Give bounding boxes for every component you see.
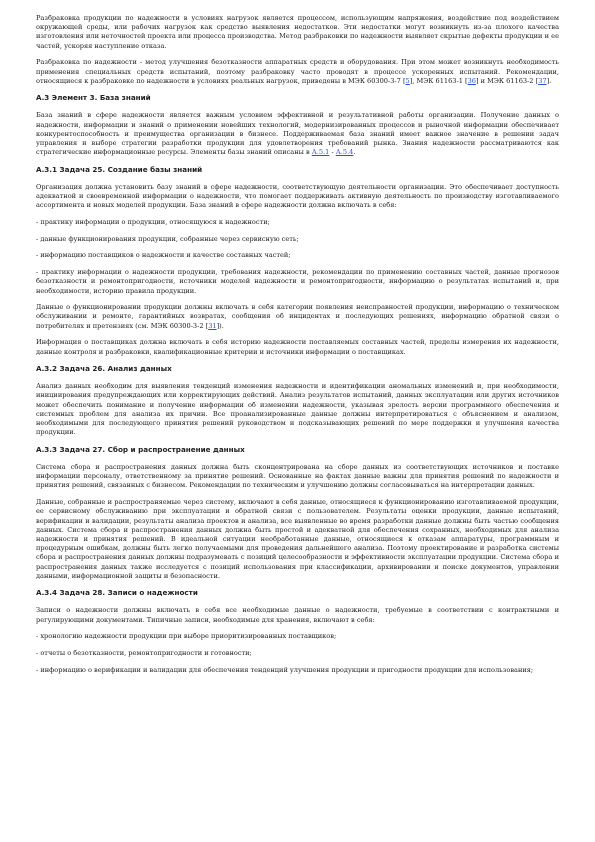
reference-link-37[interactable]: 37 [538, 76, 547, 85]
reference-link-36[interactable]: 36 [467, 76, 476, 85]
section-heading-a32: А.3.2 Задача 26. Анализ данных [36, 364, 172, 374]
list-item: - практику информации о продукции, относящуюся к надежности; [36, 218, 270, 227]
section-link-a51[interactable]: А.5.1 [311, 148, 330, 157]
paragraph-screening-intro: Разбраковка продукции по надежности в условиях нагрузок является процессом, использующим напряжения, воздействие под воздействием окружающей среды, или рабочих нагрузок как средство выявления недостатков. Эти недостатки могут возникнуть из-за плохого качества изготовления или неточностей проекта или процесса производства. Метод разбраковки по надежности выявляет скрытые дефекты продукции и ее частей, ускоряя наступление отказа. [36, 14, 559, 50]
paragraph-data-analysis: Анализ данных необходим для выявления тенденций изменения надежности и идентификации аномальных изменений и, при необходимости, инициирования предупреждающих или корректирующих действий. Анализ результатов испытаний, данных эксплуатации или других источников может обеспечить понимание и получение информации об изменении надежности, указывая зрелость версии программного обеспечения и системных проблем для анализа их причин. Все проанализированные данные должны интерпретироваться с объяснением и анализом, необходимыми для последующего принятия решений руководством и подсказывающих решений по мере поддержки и улучшения качества продукции. [36, 382, 559, 437]
list-item: - информацию о верификации и валидации для обеспечения тенденций улучшения продукции и пригодности продукции для использования; [36, 665, 534, 674]
paragraph-reliability-records: Записи о надежности должны включать в себя все необходимые данные о надежности, требуемые в соответствии с контрактными и регулирующими документами. Типичные записи, необходимые для хранения, включают в себя: [36, 606, 559, 624]
section-heading-a31: А.3.1 Задача 25. Создание базы знаний [36, 164, 203, 174]
paragraph-text: Разбраковка по надежности - метод улучшения безотказности аппаратных средств и оборудования. При этом может возникнуть необходимость применения специальных средств испытаний, поэтому разбраковку часто проводят в процессе ускоренных испытаний. Рекомендации, относящиеся к разбраковке по надежности в условиях реальных нагрузок, приведены в МЭК 60300-3-7 [ [36, 58, 559, 85]
paragraph-screening-method: Разбраковка по надежности - метод улучшения безотказности аппаратных средств и оборудования. При этом может возникнуть необходимость применения специальных средств испытаний, поэтому разбраковку часто проводят в процессе ускоренных испытаний. Рекомендации, относящиеся к разбраковке по надежности в условиях реальных нагрузок, приведены в МЭК 60300-3-7 [5], МЭК 61163-1 [36] и МЭК 61163-2 [37]. [36, 58, 559, 85]
paragraph-create-knowledge-base: Организация должна установить базу знаний в сфере надежности, соответствующую деятельности организации. Это обеспечивает доступность адекватной и своевременной информации о надежности, что помогает поддерживать активную деятельность по производству изготавливаемого ассортимента и новых моделей продукции. База знаний в сфере надежности должна включать в себя: [36, 182, 559, 210]
list-item: - практику информации о надежности продукции, требования надежности, рекомендации по применению составных частей, данные прогнозов безотказности и ремонтопригодности, источники моделей надежности и ремонтопригодности, информацию о результатах испытаний и, при необходимости, историю правила продукции. [36, 268, 559, 295]
section-heading-a33: А.3.3 Задача 27. Сбор и распространение данных [36, 445, 245, 454]
paragraph-knowledge-base: База знаний в сфере надежности является важным условием эффективной и результативной работы организации. Получение данных о надежности, информации и знаний о применении новейших технологий, модернизированных процессов и рыночной информации обеспечивает конкурентоспособность и преимущества организации в бизнесе. Поддерживаемая база знаний имеет важное значение в решении задач управления и выборе стратегии разработки продукции для удовлетворения требований рынка. Знания надежности рассматриваются как стратегические информационные ресурсы. Элементы базы знаний описаны в А.5.1 - А.5.4. [36, 111, 559, 157]
section-heading-a3: А.3 Элемент 3. База знаний [36, 93, 151, 103]
section-heading-a34: А.3.4 Задача 28. Записи о надежности [36, 588, 198, 598]
paragraph-data-distribution: Данные, собранные и распространяемые через систему, включают в себя данные, относящиеся к функционированию изготавливаемой продукции, ее сервисному обслуживанию при эксплуатации и обратной связи с пользователем. Результаты оценки продукции, данные испытаний, верификации и валидации, результаты анализа проектов и анализа, все выявленные во время разработки данные должны быть частью сообщения данных. Система сбора и распространения данных должна быть простой и адекватной для обеспечения сохранных, необходимых для анализа надежности и принятия решений. В идеальной ситуации необработанные данные, относящиеся к отказам аппаратуры, программным и процедурным ошибкам, должны быть легко получаемыми для проведения дальнейшего анализа. Поэтому проектирование и разработка системы сбора и распространения данных должны подразумевать с позиций целесообразности и эффективности эксплуатации продукции. Система сбора и распространения данных также исследуется с позиций использования при классификации, архивировании и поиске документов, управлении данными, информационной защиты и безопасности. [36, 498, 559, 580]
section-link-a54[interactable]: А.5.4 [335, 148, 354, 157]
reference-link-5[interactable]: 5 [405, 76, 410, 85]
list-item: - данные функционирования продукции, собранные через сервисную сеть; [36, 234, 299, 243]
paragraph-supplier-info: Информация о поставщиках должна включать в себя историю надежности поставляемых составных частей, пределы измерения их надежности, данные контроля и разбраковки, квалификационные критерии и источники информации о поставщиках. [36, 338, 559, 356]
list-item: - информацию поставщиков о надежности и качестве составных частей; [36, 251, 291, 260]
list-item: - отчеты о безотказности, ремонтопригодности и готовности; [36, 649, 252, 658]
reference-link-31[interactable]: 31 [208, 321, 217, 330]
list-item: - хронологию надежности продукции при выборе приоритизированных поставщиков; [36, 632, 337, 641]
paragraph-operation-data: Данные о функционировании продукции должны включать в себя категории появления неисправностей продукции, информацию о техническом обслуживании и ремонте, гарантийных возвратах, сообщения об инцидентах и последующих решениях, информацию обратной связи о потребителях и претензиях (см. МЭК 60300-3-2 [31]). [36, 303, 559, 330]
paragraph-data-collection: Система сбора и распространения данных должна быть сконцентрирована на сборе данных из соответствующих источников и поставке информации персоналу, ответственному за принятие решений. Основанные на фактах данные важны для принятия решений по надежности и принятия решений, связанных с бизнесом. Рекомендации по техническим и улучшению должны согласовываться на интерпретации данных. [36, 463, 559, 490]
